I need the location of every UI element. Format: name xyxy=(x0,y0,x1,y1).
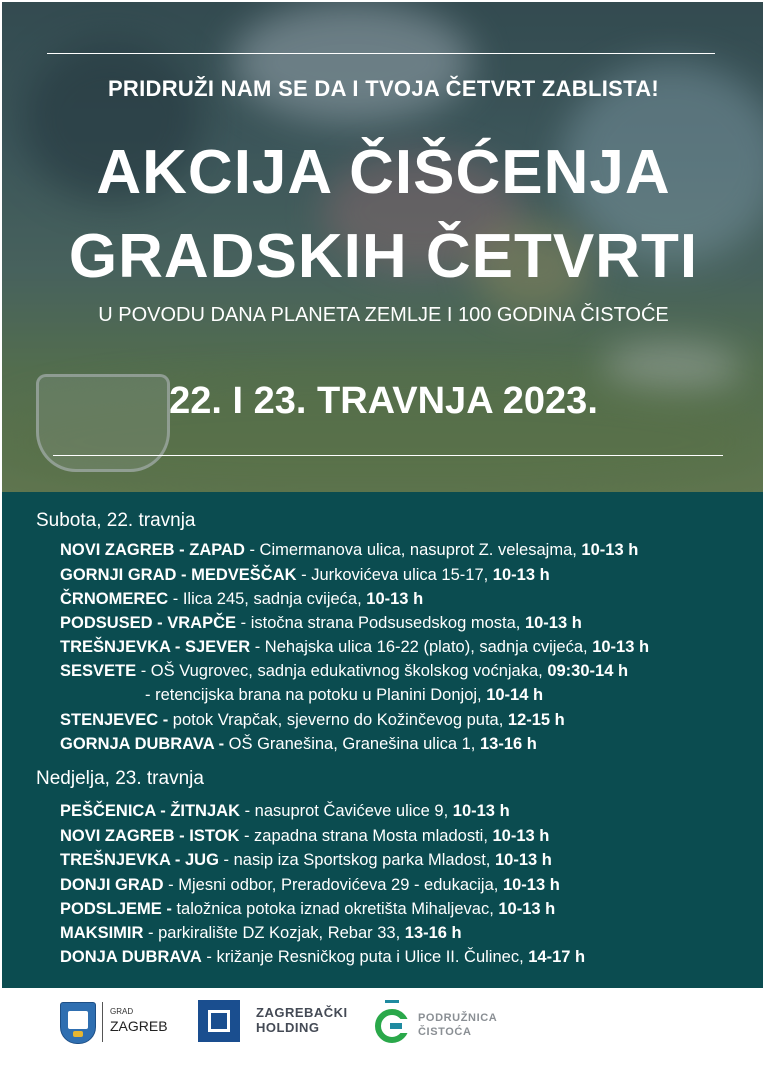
schedule-entry: DONJA DUBRAVA - križanje Resničkog puta i Ulice II. Čulinec, 14-17 h xyxy=(60,948,586,966)
schedule-entry: DONJI GRAD - Mjesni odbor, Preradovićeva 29 - edukacija, 10-13 h xyxy=(60,876,560,894)
schedule-entry: - retencijska brana na potoku u Planini Donjoj, 10-14 h xyxy=(145,686,544,704)
schedule-entry: TREŠNJEVKA - JUG - nasip iza Sportskog parka Mladost, 10-13 h xyxy=(60,851,552,869)
schedule-entry: ČRNOMEREC - Ilica 245, sadnja cvijeća, 10-13 h xyxy=(60,590,424,608)
bottom-divider xyxy=(53,455,723,456)
grad-label: GRAD xyxy=(110,1007,134,1016)
schedule-entry: STENJEVEC - potok Vrapčak, sjeverno do Kožinčevog puta, 12-15 h xyxy=(60,711,565,729)
cistoca-logo-icon xyxy=(375,1000,409,1044)
event-date: 22. I 23. TRAVNJA 2023. xyxy=(169,380,598,422)
subtitle: U POVODU DANA PLANETA ZEMLJE I 100 GODINA ČISTOĆE xyxy=(98,304,669,326)
footer-logos xyxy=(0,988,767,1073)
schedule-entry: PEŠČENICA - ŽITNJAK - nasuprot Čavićeve ulice 9, 10-13 h xyxy=(60,802,510,820)
cistoca-label: PODRUŽNICA ČISTOĆA xyxy=(418,1012,498,1038)
zagreb-label: ZAGREB xyxy=(110,1018,168,1034)
zagreb-crest-icon xyxy=(60,1002,96,1044)
zagrebacki-holding-label: ZAGREBAČKI HOLDING xyxy=(256,1005,348,1035)
logo-divider xyxy=(102,1002,103,1042)
schedule-entry: PODSUSED - VRAPČE - istočna strana Podsusedskog mosta, 10-13 h xyxy=(60,614,582,632)
title-line-1: AKCIJA ČIŠĆENJA xyxy=(96,138,671,207)
zagrebacki-holding-logo-icon xyxy=(198,1000,240,1042)
schedule-entry: GORNJA DUBRAVA - OŠ Granešina, Granešina ulica 1, 13-16 h xyxy=(60,735,537,753)
schedule-entry: SESVETE - OŠ Vugrovec, sadnja edukativnog školskog voćnjaka, 09:30-14 h xyxy=(60,662,629,680)
tagline: PRIDRUŽI NAM SE DA I TVOJA ČETVRT ZABLISTA! xyxy=(107,76,660,101)
top-divider xyxy=(47,53,715,54)
schedule-entry: GORNJI GRAD - MEDVEŠČAK - Jurkovićeva ulica 15-17, 10-13 h xyxy=(60,566,550,584)
schedule-entry: MAKSIMIR - parkiralište DZ Kozjak, Rebar 33, 13-16 h xyxy=(60,924,462,942)
schedule-entry: NOVI ZAGREB - ZAPAD - Cimermanova ulica, nasuprot Z. velesajma, 10-13 h xyxy=(60,541,639,559)
schedule-entry: PODSLJEME - taložnica potoka iznad okretišta Mihaljevac, 10-13 h xyxy=(60,900,556,918)
schedule-entry: NOVI ZAGREB - ISTOK - zapadna strana Mosta mladosti, 10-13 h xyxy=(60,827,550,845)
schedule-entry: TREŠNJEVKA - SJEVER - Nehajska ulica 16-22 (plato), sadnja cvijeća, 10-13 h xyxy=(60,638,650,656)
day-heading-sunday: Nedjelja, 23. travnja xyxy=(36,768,204,789)
day-heading-saturday: Subota, 22. travnja xyxy=(36,510,196,531)
title-line-2: GRADSKIH ČETVRTI xyxy=(68,222,699,291)
schedule-panel xyxy=(2,492,763,988)
